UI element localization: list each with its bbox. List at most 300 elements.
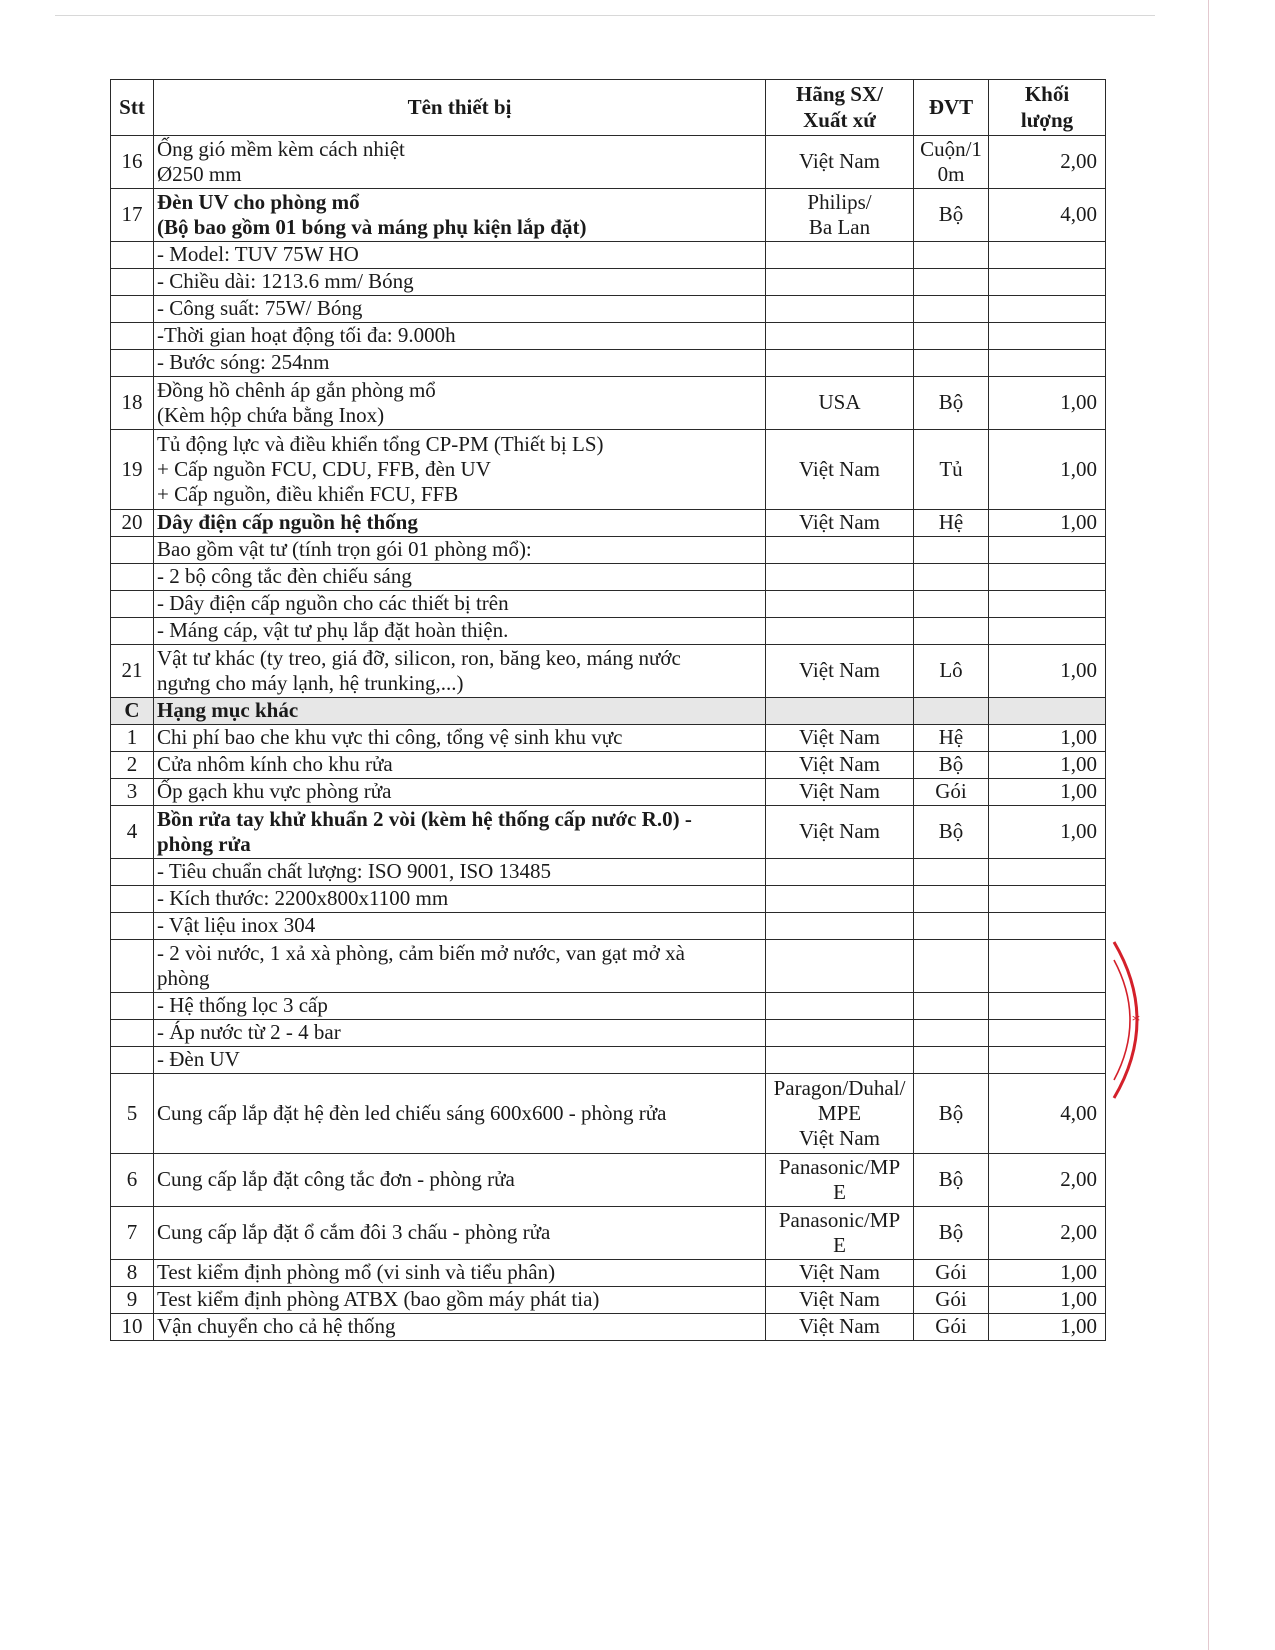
cell-origin — [766, 1207, 914, 1260]
cell-origin-line: Việt Nam — [799, 510, 880, 535]
cell-qty — [989, 430, 1106, 510]
cell-stt — [111, 993, 154, 1020]
cell-name-line: Đồng hồ chênh áp gắn phòng mổ — [157, 377, 436, 402]
cell-unit — [914, 1074, 989, 1154]
cell-name-line: Vật tư khác (ty treo, giá đỡ, silicon, ron, băng keo, máng nước — [157, 645, 681, 670]
cell-name — [154, 752, 766, 779]
table-row — [111, 430, 1106, 510]
cell-stt — [111, 377, 154, 430]
cell-stt — [111, 564, 154, 591]
table-row — [111, 913, 1106, 940]
cell-origin-line: Việt Nam — [799, 149, 880, 174]
cell-stt-line: 21 — [121, 658, 143, 683]
cell-name-line: - Hệ thống lọc 3 cấp — [157, 993, 328, 1018]
cell-origin-line: E — [833, 1233, 846, 1257]
cell-qty-line: 1,00 — [1060, 1314, 1097, 1339]
table-row — [111, 1207, 1106, 1260]
cell-stt — [111, 350, 154, 377]
table-row — [111, 645, 1106, 698]
cell-origin-line: E — [833, 1180, 846, 1204]
cell-origin-line: Việt Nam — [799, 819, 880, 844]
table-row — [111, 1314, 1106, 1341]
cell-unit — [914, 510, 989, 537]
cell-stt — [111, 430, 154, 510]
cell-unit — [914, 564, 989, 591]
cell-name-line: Ống gió mềm kèm cách nhiệt — [157, 136, 405, 161]
cell-unit-line: Hệ — [938, 510, 964, 535]
cell-qty — [989, 993, 1106, 1020]
cell-stt-line: 6 — [126, 1167, 138, 1192]
cell-name — [154, 350, 766, 377]
cell-unit — [914, 1154, 989, 1207]
cell-origin — [766, 725, 914, 752]
cell-unit — [914, 296, 989, 323]
cell-origin — [766, 993, 914, 1020]
cell-origin-line: Việt Nam — [799, 658, 880, 683]
cell-origin-line: Panasonic/MP — [778, 1154, 901, 1179]
cell-qty — [989, 1314, 1106, 1341]
cell-unit-line: Bộ — [938, 202, 964, 227]
cell-name — [154, 1154, 766, 1207]
cell-qty-line: 1,00 — [1060, 510, 1097, 535]
cell-stt-line: 20 — [121, 510, 143, 535]
cell-stt — [111, 1314, 154, 1341]
header-name: Tên thiết bị — [154, 80, 766, 136]
cell-qty — [989, 377, 1106, 430]
table-row — [111, 1260, 1106, 1287]
table-row — [111, 886, 1106, 913]
cell-stt-line: 16 — [121, 149, 143, 174]
cell-name-line: - Đèn UV — [157, 1047, 240, 1072]
cell-unit-line: Gói — [935, 1314, 967, 1339]
cell-qty-line: 1,00 — [1060, 725, 1097, 750]
cell-stt — [111, 618, 154, 645]
cell-name — [154, 1287, 766, 1314]
cell-unit — [914, 189, 989, 242]
table-row — [111, 806, 1106, 859]
cell-name — [154, 779, 766, 806]
cell-unit — [914, 136, 989, 189]
cell-unit — [914, 537, 989, 564]
cell-name — [154, 296, 766, 323]
cell-unit — [914, 591, 989, 618]
cell-origin — [766, 1260, 914, 1287]
cell-origin — [766, 859, 914, 886]
table-row — [111, 1287, 1106, 1314]
cell-qty — [989, 1287, 1106, 1314]
cell-unit — [914, 940, 989, 993]
cell-origin-line: Việt Nam — [799, 1314, 880, 1339]
cell-origin — [766, 698, 914, 725]
cell-name — [154, 1047, 766, 1074]
cell-stt — [111, 779, 154, 806]
cell-stt — [111, 1287, 154, 1314]
cell-origin — [766, 1047, 914, 1074]
cell-unit-line: Gói — [935, 1260, 967, 1285]
table-row — [111, 1074, 1106, 1154]
cell-unit — [914, 323, 989, 350]
cell-origin-line: Việt Nam — [799, 1126, 880, 1151]
cell-origin — [766, 1314, 914, 1341]
cell-origin — [766, 1020, 914, 1047]
cell-qty — [989, 645, 1106, 698]
cell-qty — [989, 591, 1106, 618]
company-seal-fragment — [1112, 940, 1162, 1100]
cell-origin-line: Việt Nam — [799, 1287, 880, 1312]
cell-name-line: Đèn UV cho phòng mổ — [157, 189, 360, 214]
cell-qty — [989, 886, 1106, 913]
cell-name — [154, 725, 766, 752]
table-row — [111, 377, 1106, 430]
cell-qty — [989, 564, 1106, 591]
cell-unit — [914, 242, 989, 269]
cell-unit-line: Bộ — [938, 819, 964, 844]
cell-name-line: Test kiểm định phòng mổ (vi sinh và tiểu phân) — [157, 1260, 556, 1285]
seal-star: * — [1132, 1011, 1140, 1030]
cell-qty-line: 1,00 — [1060, 658, 1097, 683]
cell-name-line: Vận chuyển cho cả hệ thống — [157, 1314, 396, 1339]
cell-name — [154, 1074, 766, 1154]
cell-origin — [766, 377, 914, 430]
cell-name — [154, 1260, 766, 1287]
cell-name — [154, 189, 766, 242]
cell-stt — [111, 645, 154, 698]
cell-origin — [766, 323, 914, 350]
cell-stt — [111, 913, 154, 940]
cell-name-line: Bao gồm vật tư (tính trọn gói 01 phòng mổ): — [157, 537, 532, 562]
cell-name — [154, 618, 766, 645]
cell-unit-line: Cuộn/1 — [920, 136, 982, 161]
cell-unit — [914, 806, 989, 859]
cell-stt-line: 10 — [121, 1314, 143, 1339]
cell-name-line: - Model: TUV 75W HO — [157, 242, 359, 267]
cell-stt — [111, 189, 154, 242]
cell-unit — [914, 886, 989, 913]
cell-name-line: - Tiêu chuẩn chất lượng: ISO 9001, ISO 13485 — [157, 859, 552, 884]
header-stt: Stt — [111, 80, 154, 136]
cell-qty — [989, 1260, 1106, 1287]
cell-origin — [766, 269, 914, 296]
cell-name-line: Hạng mục khác — [157, 698, 299, 723]
cell-qty — [989, 940, 1106, 993]
cell-origin-line: Paragon/Duhal/ — [773, 1075, 906, 1100]
cell-unit-line: Lô — [939, 658, 963, 683]
cell-qty — [989, 806, 1106, 859]
cell-unit — [914, 752, 989, 779]
cell-qty — [989, 913, 1106, 940]
cell-stt — [111, 136, 154, 189]
cell-name — [154, 859, 766, 886]
cell-qty — [989, 189, 1106, 242]
cell-origin-line: Việt Nam — [799, 1260, 880, 1285]
cell-stt-line: 17 — [121, 202, 143, 227]
cell-name-line: phòng — [157, 966, 210, 990]
cell-name — [154, 537, 766, 564]
table-row — [111, 859, 1106, 886]
cell-stt — [111, 242, 154, 269]
cell-qty — [989, 1047, 1106, 1074]
cell-origin — [766, 430, 914, 510]
cell-unit — [914, 377, 989, 430]
cell-name-line: Chi phí bao che khu vực thi công, tổng vệ sinh khu vực — [157, 725, 623, 750]
cell-unit-line: Gói — [935, 779, 967, 804]
page-top-rule — [55, 15, 1155, 16]
cell-stt-line: C — [124, 698, 140, 723]
cell-unit — [914, 1047, 989, 1074]
cell-origin — [766, 1074, 914, 1154]
cell-unit — [914, 779, 989, 806]
cell-origin-line: Việt Nam — [799, 725, 880, 750]
cell-name-line: Cửa nhôm kính cho khu rửa — [157, 752, 393, 777]
header-unit: ĐVT — [914, 80, 989, 136]
cell-stt — [111, 1260, 154, 1287]
cell-stt — [111, 323, 154, 350]
cell-name-line: Cung cấp lắp đặt công tắc đơn - phòng rửa — [157, 1167, 515, 1192]
cell-stt — [111, 1020, 154, 1047]
cell-name — [154, 886, 766, 913]
cell-qty-line: 1,00 — [1060, 1260, 1097, 1285]
cell-name — [154, 430, 766, 510]
header-origin-line2: Xuất xứ — [803, 107, 876, 132]
cell-qty — [989, 1154, 1106, 1207]
cell-qty — [989, 350, 1106, 377]
cell-stt — [111, 1047, 154, 1074]
cell-qty — [989, 1207, 1106, 1260]
cell-name-line: Ø250 mm — [157, 162, 242, 186]
cell-name-line: - Công suất: 75W/ Bóng — [157, 296, 363, 321]
cell-name — [154, 510, 766, 537]
cell-stt-line: 3 — [126, 779, 138, 804]
section-row — [111, 698, 1106, 725]
cell-stt — [111, 725, 154, 752]
table-row — [111, 725, 1106, 752]
header-origin — [766, 80, 914, 136]
table-row — [111, 752, 1106, 779]
cell-qty — [989, 269, 1106, 296]
cell-name — [154, 1020, 766, 1047]
table-row — [111, 350, 1106, 377]
header-qty — [989, 80, 1106, 136]
cell-origin — [766, 779, 914, 806]
cell-name — [154, 1207, 766, 1260]
cell-name — [154, 940, 766, 993]
cell-qty-line: 1,00 — [1060, 819, 1097, 844]
table-row — [111, 564, 1106, 591]
cell-unit — [914, 1260, 989, 1287]
table-row — [111, 269, 1106, 296]
cell-origin-line: Philips/ — [807, 189, 872, 214]
cell-stt — [111, 269, 154, 296]
cell-origin-line: USA — [818, 390, 861, 415]
cell-name — [154, 242, 766, 269]
cell-name-line: (Bộ bao gồm 01 bóng và máng phụ kiện lắp đặt) — [157, 215, 587, 239]
cell-unit — [914, 350, 989, 377]
cell-stt-line: 19 — [121, 456, 143, 481]
cell-name-line: Cung cấp lắp đặt ổ cắm đôi 3 chấu - phòng rửa — [157, 1220, 551, 1245]
cell-name-line: Dây điện cấp nguồn hệ thống — [157, 510, 418, 535]
cell-name-line: (Kèm hộp chứa bằng Inox) — [157, 403, 385, 427]
cell-qty-line: 1,00 — [1060, 390, 1097, 415]
cell-stt-line: 4 — [126, 819, 138, 844]
cell-name-line: - Dây điện cấp nguồn cho các thiết bị trên — [157, 591, 509, 616]
cell-unit — [914, 725, 989, 752]
table-row — [111, 189, 1106, 242]
cell-unit-line: Bộ — [938, 1167, 964, 1192]
cell-name — [154, 269, 766, 296]
cell-name-line: - 2 vòi nước, 1 xả xà phòng, cảm biến mở nước, van gạt mở xà — [157, 940, 685, 965]
cell-stt — [111, 698, 154, 725]
cell-unit-line: Bộ — [938, 1100, 964, 1125]
cell-name-line: Test kiểm định phòng ATBX (bao gồm máy phát tia) — [157, 1287, 600, 1312]
cell-qty-line: 1,00 — [1060, 456, 1097, 481]
cell-origin — [766, 510, 914, 537]
cell-origin — [766, 940, 914, 993]
cell-unit-line: Tủ — [939, 456, 963, 481]
cell-name — [154, 1314, 766, 1341]
table-row — [111, 1047, 1106, 1074]
cell-qty-line: 1,00 — [1060, 1287, 1097, 1312]
header-origin-line1: Hãng SX/ — [796, 82, 883, 107]
cell-qty-line: 4,00 — [1060, 202, 1097, 227]
cell-name-line: - 2 bộ công tắc đèn chiếu sáng — [157, 564, 412, 589]
cell-unit — [914, 859, 989, 886]
cell-origin — [766, 564, 914, 591]
cell-name — [154, 564, 766, 591]
cell-unit — [914, 913, 989, 940]
cell-qty-line: 2,00 — [1060, 149, 1097, 174]
cell-unit-line: Gói — [935, 1287, 967, 1312]
cell-name-line: -Thời gian hoạt động tối đa: 9.000h — [157, 323, 456, 348]
cell-origin — [766, 1154, 914, 1207]
table-row — [111, 618, 1106, 645]
table-row — [111, 537, 1106, 564]
cell-origin — [766, 806, 914, 859]
cell-origin — [766, 136, 914, 189]
cell-name — [154, 591, 766, 618]
cell-origin-line: Panasonic/MP — [778, 1207, 901, 1232]
cell-unit-line: Bộ — [938, 390, 964, 415]
table-row — [111, 1020, 1106, 1047]
cell-stt — [111, 940, 154, 993]
cell-qty — [989, 698, 1106, 725]
cell-name — [154, 323, 766, 350]
cell-qty — [989, 537, 1106, 564]
cell-name — [154, 913, 766, 940]
cell-qty — [989, 725, 1106, 752]
cell-qty — [989, 1020, 1106, 1047]
cell-qty — [989, 1074, 1106, 1154]
cell-name — [154, 806, 766, 859]
cell-stt — [111, 296, 154, 323]
cell-name-line: phòng rửa — [157, 832, 251, 856]
table-row — [111, 993, 1106, 1020]
table-row — [111, 591, 1106, 618]
cell-stt-line: 1 — [126, 725, 138, 750]
table-row — [111, 323, 1106, 350]
cell-name — [154, 698, 766, 725]
cell-name-line: - Kích thước: 2200x800x1100 mm — [157, 886, 449, 911]
cell-stt — [111, 752, 154, 779]
table-row — [111, 1154, 1106, 1207]
cell-unit — [914, 1207, 989, 1260]
table-row — [111, 510, 1106, 537]
cell-qty-line: 2,00 — [1060, 1167, 1097, 1192]
cell-name-line: Ốp gạch khu vực phòng rửa — [157, 779, 392, 804]
cell-stt — [111, 537, 154, 564]
cell-stt-line: 18 — [121, 390, 143, 415]
cell-unit-line: Bộ — [938, 752, 964, 777]
cell-qty — [989, 323, 1106, 350]
cell-unit-line: Bộ — [938, 1220, 964, 1245]
cell-qty — [989, 296, 1106, 323]
cell-name — [154, 377, 766, 430]
cell-name-line: + Cấp nguồn FCU, CDU, FFB, đèn UV — [157, 456, 491, 481]
cell-unit — [914, 430, 989, 510]
header-qty-line2: lượng — [1020, 107, 1074, 132]
cell-name-line: Cung cấp lắp đặt hệ đèn led chiếu sáng 600x600 - phòng rửa — [157, 1100, 667, 1125]
cell-unit — [914, 269, 989, 296]
cell-name — [154, 993, 766, 1020]
cell-unit — [914, 1020, 989, 1047]
table-header-row — [111, 80, 1106, 136]
cell-stt-line: 8 — [126, 1260, 138, 1285]
table-row — [111, 296, 1106, 323]
cell-name-line: - Bước sóng: 254nm — [157, 350, 330, 375]
cell-unit-line: 0m — [937, 162, 965, 186]
cell-qty — [989, 136, 1106, 189]
cell-qty-line: 1,00 — [1060, 779, 1097, 804]
cell-qty — [989, 510, 1106, 537]
cell-stt — [111, 806, 154, 859]
cell-origin — [766, 296, 914, 323]
cell-name-line: Tủ động lực và điều khiển tổng CP-PM (Thiết bị LS) — [157, 431, 604, 456]
cell-stt — [111, 886, 154, 913]
cell-origin-line: Ba Lan — [808, 215, 871, 239]
cell-unit — [914, 993, 989, 1020]
cell-name-line: ngưng cho máy lạnh, hệ trunking,...) — [157, 671, 464, 695]
cell-name-line: Bồn rửa tay khử khuẩn 2 vòi (kèm hệ thống cấp nước R.0) - — [157, 806, 692, 831]
cell-unit — [914, 1287, 989, 1314]
cell-origin — [766, 645, 914, 698]
cell-stt — [111, 510, 154, 537]
cell-unit — [914, 645, 989, 698]
cell-qty — [989, 752, 1106, 779]
seal-inner-arc — [1114, 960, 1130, 1080]
cell-origin-line: MPE — [817, 1100, 862, 1125]
cell-origin — [766, 752, 914, 779]
cell-origin-line: Việt Nam — [799, 779, 880, 804]
cell-origin — [766, 189, 914, 242]
cell-origin — [766, 537, 914, 564]
cell-stt — [111, 1154, 154, 1207]
cell-qty — [989, 779, 1106, 806]
cell-name — [154, 645, 766, 698]
cell-qty — [989, 859, 1106, 886]
cell-name-line: - Máng cáp, vật tư phụ lắp đặt hoàn thiện. — [157, 618, 509, 643]
cell-unit — [914, 698, 989, 725]
cell-origin — [766, 1287, 914, 1314]
cell-stt — [111, 1074, 154, 1154]
cell-name-line: - Áp nước từ 2 - 4 bar — [157, 1020, 341, 1045]
cell-stt — [111, 591, 154, 618]
cell-qty — [989, 618, 1106, 645]
cell-stt — [111, 1207, 154, 1260]
cell-origin — [766, 242, 914, 269]
cell-name — [154, 136, 766, 189]
cell-qty-line: 1,00 — [1060, 752, 1097, 777]
table-row — [111, 940, 1106, 993]
table-row — [111, 242, 1106, 269]
